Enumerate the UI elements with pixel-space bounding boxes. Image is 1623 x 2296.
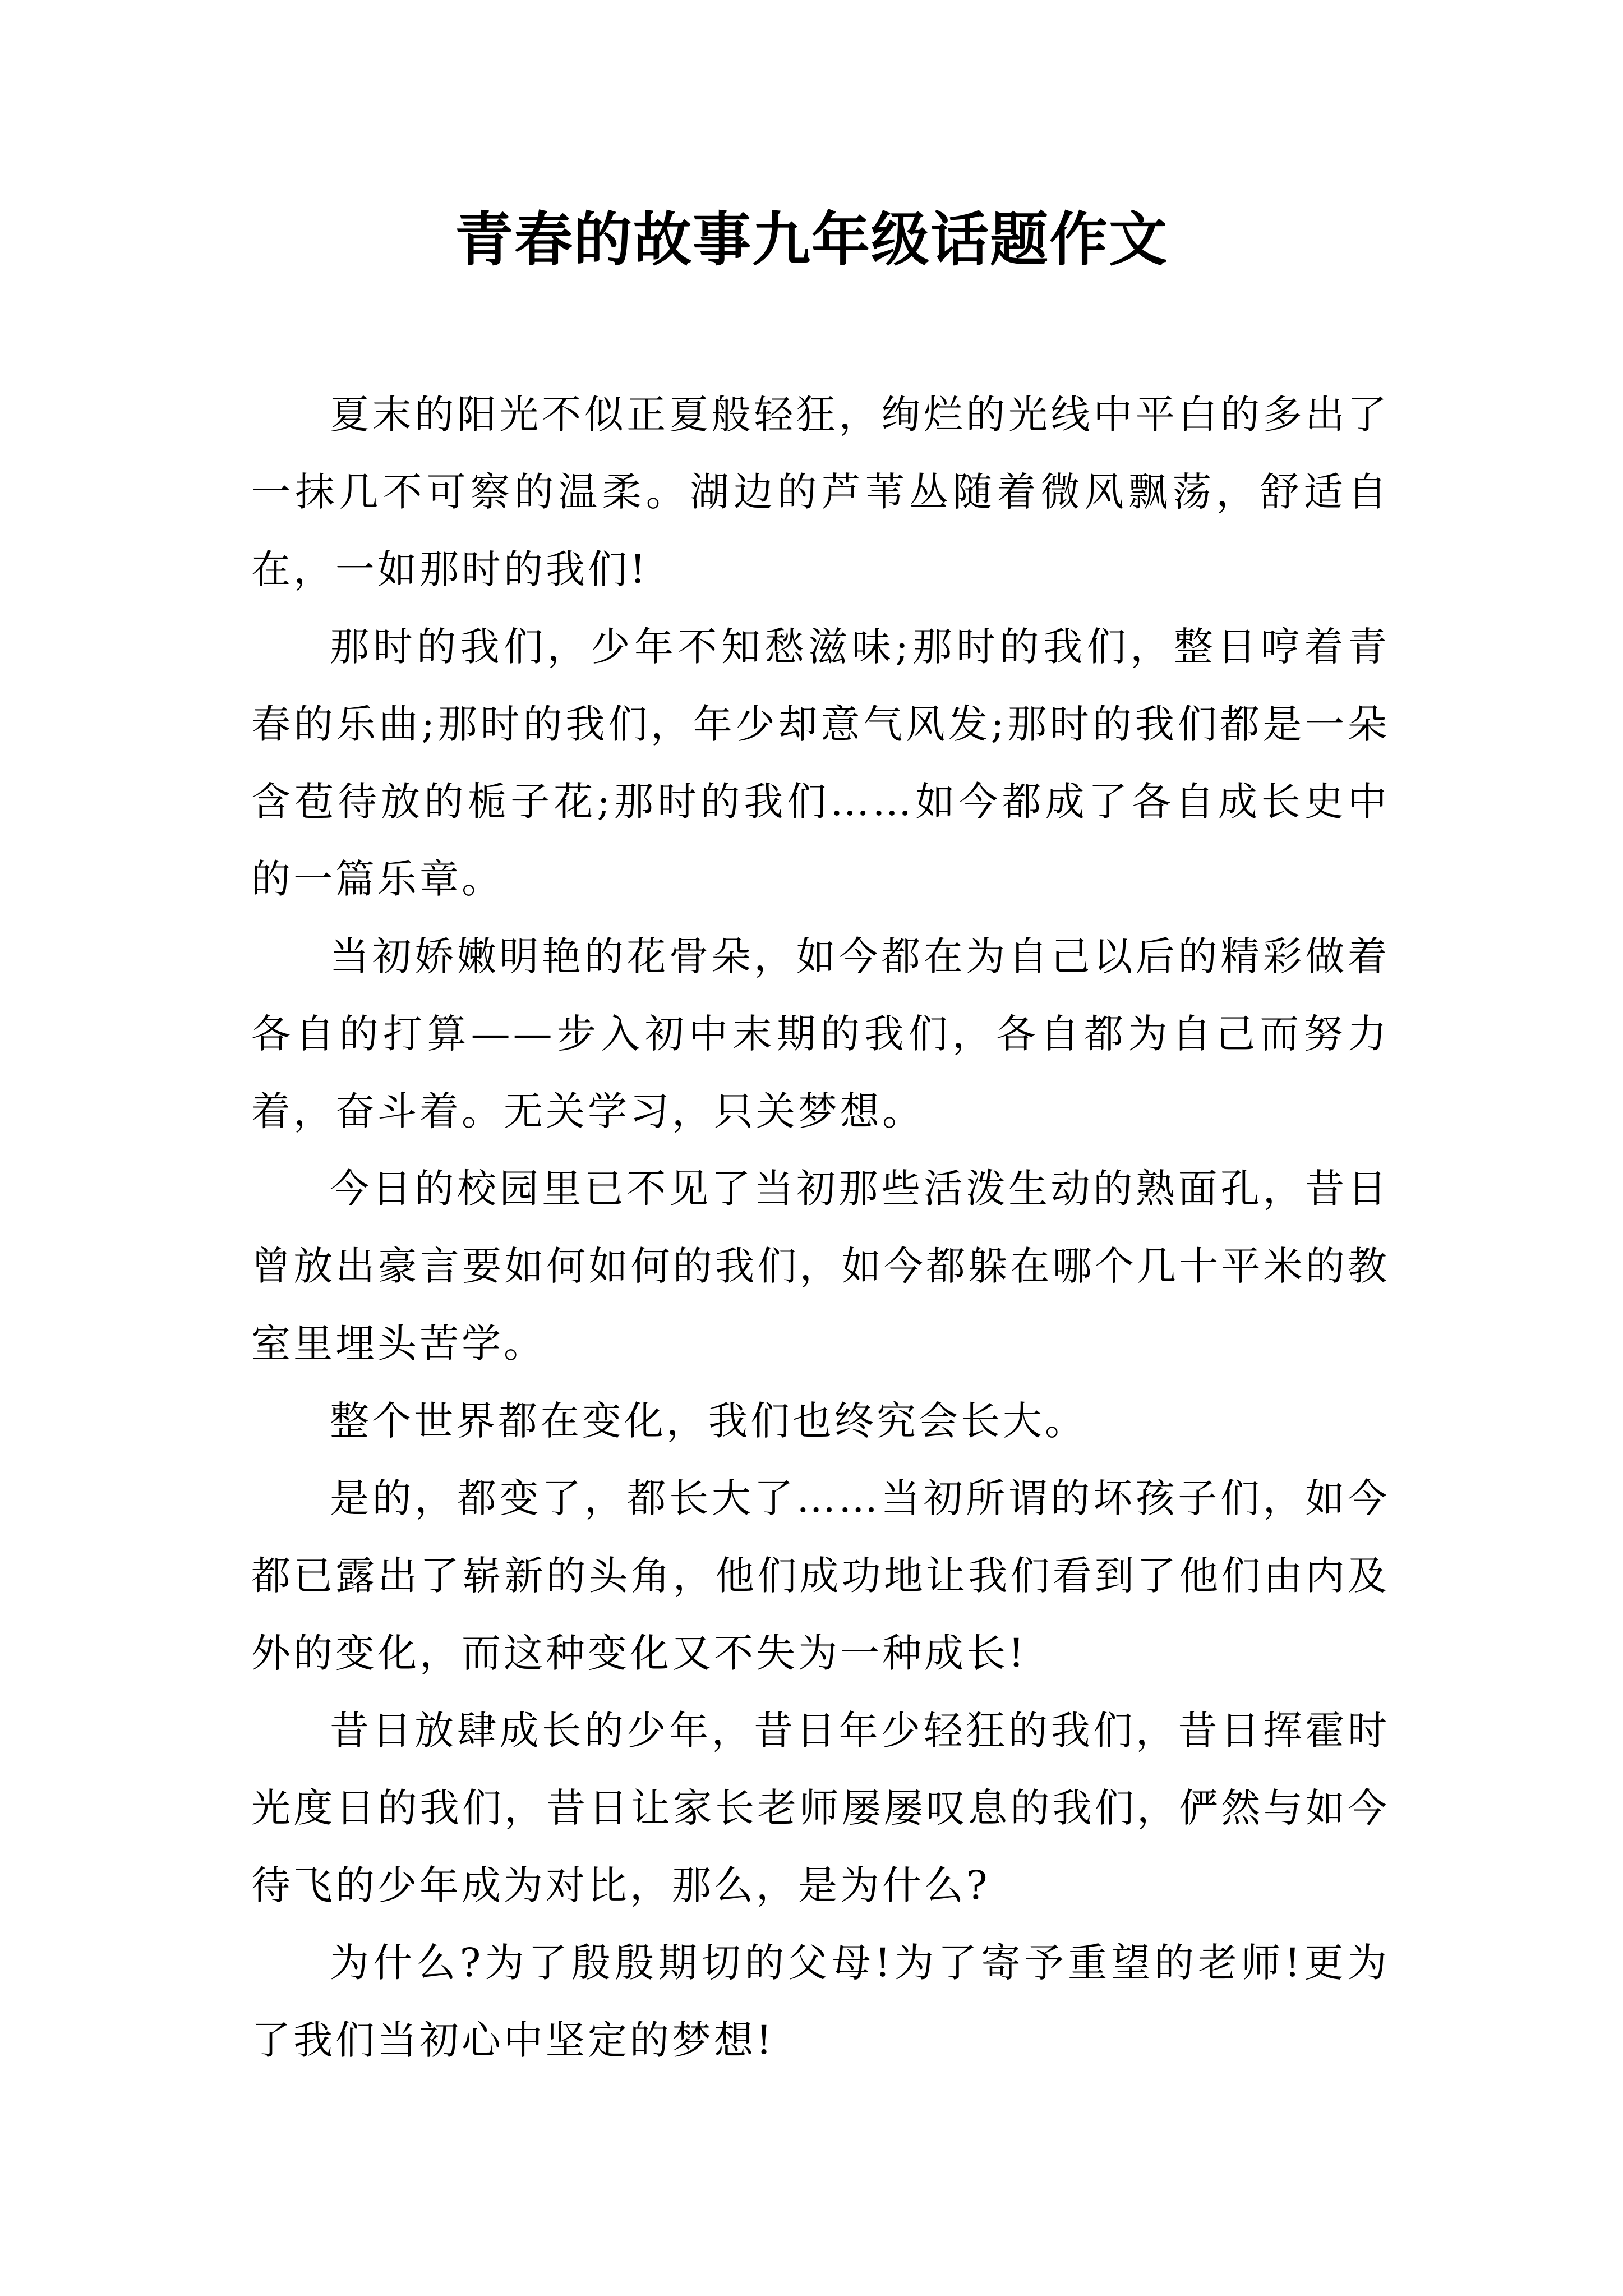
paragraph: 整个世界都在变化，我们也终究会长大。 [330, 1398, 1087, 1444]
paragraph: 当初娇嫩明艳的花骨朵，如今都在为自己以后的精彩做着各自的打算——步入初中末期的我们，各自都为自己而努力着，奋斗着。无关学习，只关梦想。 [251, 933, 1390, 1134]
paragraph: 昔日放肆成长的少年，昔日年少轻狂的我们，昔日挥霍时光度日的我们，昔日让家长老师屡屡叹息的我们，俨然与如今待飞的少年成为对比，那么，是为什么? [251, 1708, 1390, 1908]
paragraph: 夏末的阳光不似正夏般轻狂，绚烂的光线中平白的多出了一抹几不可察的温柔。湖边的芦苇丛随着微风飘荡，舒适自在，一如那时的我们! [251, 392, 1390, 592]
paragraph: 是的，都变了，都长大了……当初所谓的坏孩子们，如今都已露出了崭新的头角，他们成功地让我们看到了他们由内及外的变化，而这种变化又不失为一种成长! [251, 1475, 1390, 1676]
paragraph: 为什么?为了殷殷期切的父母!为了寄予重望的老师!更为了我们当初心中坚定的梦想! [251, 1940, 1390, 2063]
paragraph: 今日的校园里已不见了当初那些活泼生动的熟面孔，昔日曾放出豪言要如何如何的我们，如今都躲在哪个几十平米的教室里埋头苦学。 [251, 1166, 1390, 1366]
document-title: 青春的故事九年级话题作文 [454, 205, 1168, 274]
document-body [251, 376, 1390, 2079]
paragraph: 那时的我们，少年不知愁滋味;那时的我们，整日哼着青春的乐曲;那时的我们，年少却意气风发;那时的我们都是一朵含苞待放的栀子花;那时的我们……如今都成了各自成长史中的一篇乐章。 [251, 624, 1390, 902]
